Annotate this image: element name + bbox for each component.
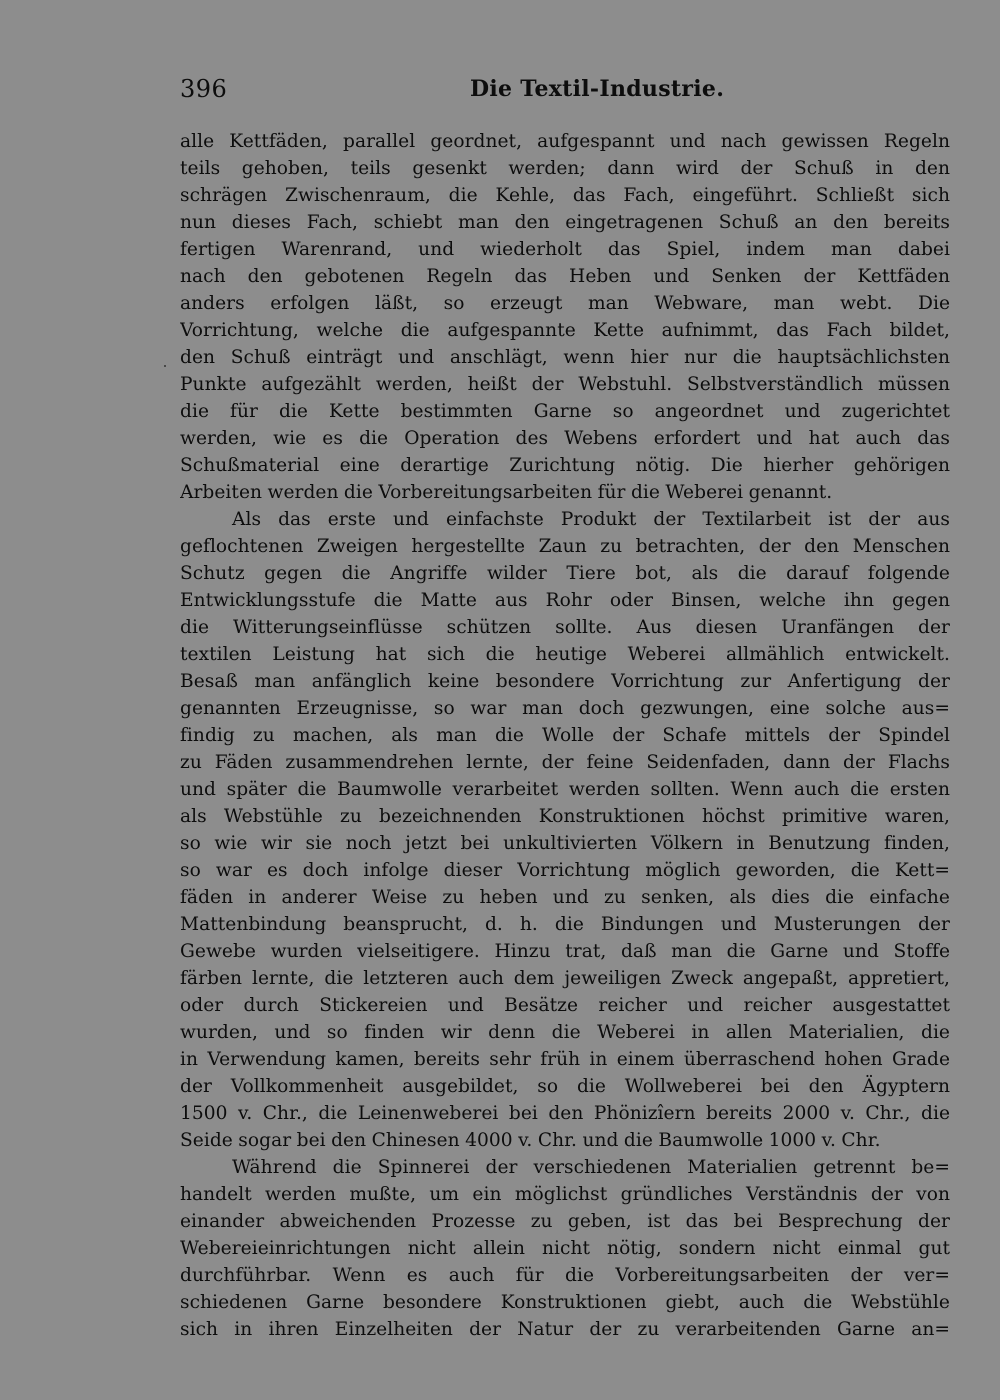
text-line: oder durch Stickereien und Besätze reicher und reicher ausgestattet [180,995,950,1016]
text-line: so war es doch infolge dieser Vorrichtung möglich geworden, die Kett= [180,860,950,881]
text-line: Vorrichtung, welche die aufgespannte Kette aufnimmt, das Fach bildet, [180,320,950,341]
text-line: fäden in anderer Weise zu heben und zu senken, als dies die einfache [180,887,950,908]
text-line: Schußmaterial eine derartige Zurichtung nötig. Die hierher gehörigen [180,455,950,476]
page-number: 396 [180,75,228,103]
text-line: Webereieinrichtungen nicht allein nicht nötig, sondern nicht einmal gut [180,1238,950,1259]
text-line: den Schuß einträgt und anschlägt, wenn hier nur die hauptsächlichsten [180,347,950,368]
body-text [180,128,950,1343]
text-line: Mattenbindung beansprucht, d. h. die Bindungen und Musterungen der [180,914,950,935]
text-line: Seide sogar bei den Chinesen 4000 v. Chr. und die Baumwolle 1000 v. Chr. [180,1130,881,1151]
text-line: schrägen Zwischenraum, die Kehle, das Fach, eingeführt. Schließt sich [180,185,950,206]
text-line: die für die Kette bestimmten Garne so angeordnet und zugerichtet [180,401,950,422]
text-line: alle Kettfäden, parallel geordnet, aufgespannt und nach gewissen Regeln [180,131,950,152]
text-line: findig zu machen, als man die Wolle der Schafe mittels der Spindel [180,725,950,746]
text-line: Besaß man anfänglich keine besondere Vorrichtung zur Anfertigung der [180,671,950,692]
text-line: Entwicklungsstufe die Matte aus Rohr oder Binsen, welche ihn gegen [180,590,950,611]
text-line: Punkte aufgezählt werden, heißt der Webstuhl. Selbstverständlich müssen [180,374,950,395]
text-line: durchführbar. Wenn es auch für die Vorbereitungsarbeiten der ver= [180,1265,950,1286]
running-head: Die Textil-Industrie. [470,76,725,102]
text-line: Während die Spinnerei der verschiedenen Materialien getrennt be= [232,1157,950,1178]
text-line: Gewebe wurden vielseitigere. Hinzu trat, daß man die Garne und Stoffe [180,941,950,962]
text-line: und später die Baumwolle verarbeitet werden sollten. Wenn auch die ersten [180,779,950,800]
text-line: als Webstühle zu bezeichnenden Konstruktionen höchst primitive waren, [180,806,950,827]
text-line: genannten Erzeugnisse, so war man doch gezwungen, eine solche aus= [180,698,950,719]
text-line: einander abweichenden Prozesse zu geben, ist das bei Besprechung der [180,1211,950,1232]
text-line: 1500 v. Chr., die Leinenweberei bei den Phönizîern bereits 2000 v. Chr., die [180,1103,950,1124]
text-line: werden, wie es die Operation des Webens erfordert und hat auch das [180,428,950,449]
text-line: Schutz gegen die Angriffe wilder Tiere bot, als die darauf folgende [180,563,950,584]
text-line: in Verwendung kamen, bereits sehr früh in einem überraschend hohen Grade [180,1049,950,1070]
text-line: geflochtenen Zweigen hergestellte Zaun zu betrachten, der den Menschen [180,536,950,557]
text-line: schiedenen Garne besondere Konstruktionen giebt, auch die Webstühle [180,1292,950,1313]
text-line: fertigen Warenrand, und wiederholt das Spiel, indem man dabei [180,239,950,260]
text-line: nun dieses Fach, schiebt man den eingetragenen Schuß an den bereits [180,212,950,233]
text-line: wurden, und so finden wir denn die Weberei in allen Materialien, die [180,1022,950,1043]
text-line: so wie wir sie noch jetzt bei unkultivierten Völkern in Benutzung finden, [180,833,950,854]
text-line: der Vollkommenheit ausgebildet, so die Wollweberei bei den Ägyptern [180,1076,950,1097]
page-header [180,74,950,108]
text-line: handelt werden mußte, um ein möglichst gründliches Verständnis der von [180,1184,950,1205]
text-line: textilen Leistung hat sich die heutige Weberei allmählich entwickelt. [180,644,950,665]
text-line: zu Fäden zusammendrehen lernte, der feine Seidenfaden, dann der Flachs [180,752,950,773]
text-line: sich in ihren Einzelheiten der Natur der zu verarbeitenden Garne an= [180,1319,950,1340]
text-line: teils gehoben, teils gesenkt werden; dann wird der Schuß in den [180,158,950,179]
text-line: anders erfolgen läßt, so erzeugt man Webware, man webt. Die [180,293,950,314]
text-line: Arbeiten werden die Vorbereitungsarbeiten für die Weberei genannt. [180,482,833,503]
text-line: die Witterungseinflüsse schützen sollte. Aus diesen Uranfängen der [180,617,950,638]
text-line: Als das erste und einfachste Produkt der Textilarbeit ist der aus [232,509,950,530]
margin-speck [164,365,166,367]
text-line: nach den gebotenen Regeln das Heben und Senken der Kettfäden [180,266,950,287]
text-line: färben lernte, die letzteren auch dem jeweiligen Zweck angepaßt, appretiert, [180,968,950,989]
